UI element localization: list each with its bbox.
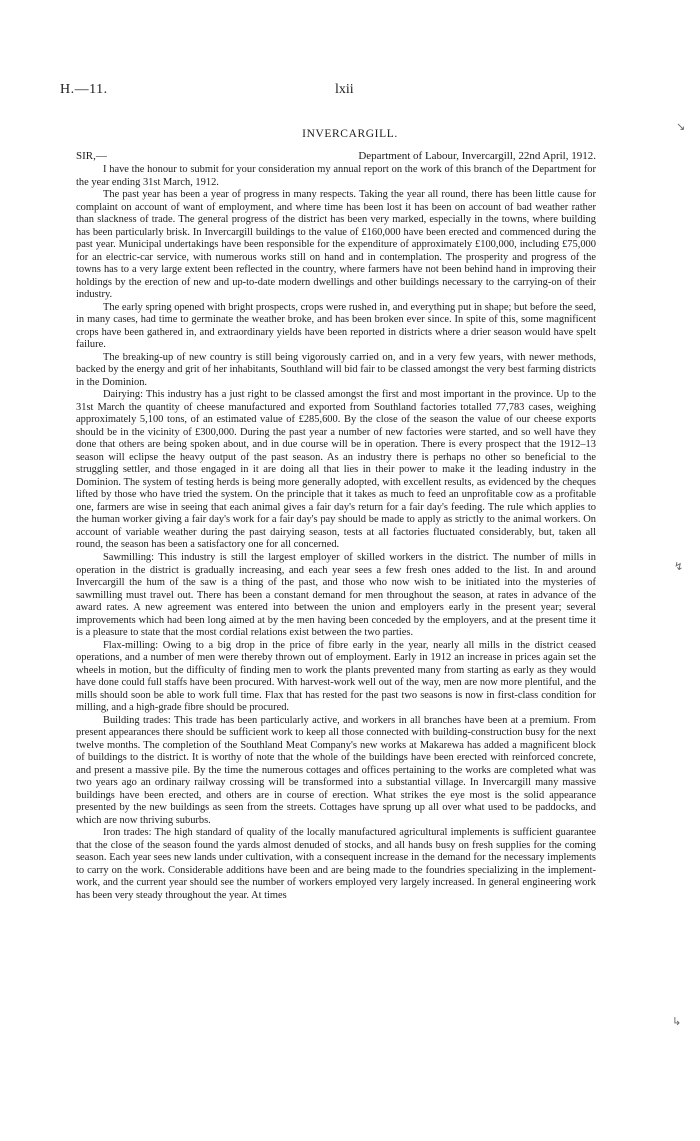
paragraph-new-country: The breaking-up of new country is still being vigorously carried on, and in a very few years, with newer methods, backed by the energy and grit of her inhabitants, Southland will bid fair to be classed amongst the very best farming districts in the Dominion. [76, 351, 596, 388]
paragraph-dairying: Dairying: This industry has a just right to be classed amongst the first and most important in the province. Up to the 31st March the quantity of cheese manufactured and exported from Southland factories totalled 77,783 cases, weighing approximately 5,100 tons, of an estimated value of £285,600. By the close of the season the value of our cheese exports should be in the vicinity of £300,000. During the past year a number of new factories were started, and so well have they done that others are being spoken about, and in due course will be in operation. There is every prospect that the 1912–13 season will eclipse the heavy output of the past season. As an industry there is perhaps no other so beneficial to the struggling settler, and those engaged in it are doing all that lies in their power to make it the leading industry in the Dominion. The system of testing herds is being more generally adopted, with excellent results, as evidenced by the cheques lifted by those who have tried the system. On the principle that it takes as much to feed an unprofitable cow as a profitable one, farmers are wise in seeing that each animal gives a fair day's return for a fair day's feeding. The rule which applies to the human worker giving a fair day's work for a fair day's pay should be made to apply as strictly to the animal workers. On account of variable weather during the past dairying season, tests at all factories fluctuated considerably, but, taken all round, the season has been a satisfactory one for all concerned. [76, 389, 596, 551]
parliamentary-paper-reference: H.—11. [60, 82, 108, 97]
dateline: Department of Labour, Invercargill, 22nd April, 1912. [358, 150, 596, 162]
paragraph-general-progress: The past year has been a year of progress in many respects. Taking the year all round, there has been little cause for complaint on account of want of employment, and where time has been lost it has been on account of bad weather rather than slackness of trade. The general progress of the district has been very marked, especially in the towns, where building has been particularly brisk. In Invercargill buildings to the value of £160,000 have been erected and commenced during the past year. Municipal undertakings have been responsible for the expenditure of approximately £100,000, including £75,000 for an electric-car service, with numerous works still on hand and in contemplation. The prosperity and progress of the towns has to a very large extent been reflected in the country, where farmers have not been behind hand in improving their holdings by the erection of new and up-to-date modern dwellings and other buildings necessary to the carrying-on of their industry. [76, 189, 596, 301]
salutation-row [76, 150, 596, 164]
salutation: SIR,— [76, 150, 107, 162]
margin-mark-top: ↘ [676, 120, 686, 133]
paragraph-flax-milling: Flax-milling: Owing to a big drop in the price of fibre early in the year, nearly all mills in the district ceased operations, and a number of men were thereby thrown out of employment. Early in 1912 an increase in prices again set the wheels in motion, but the difficulty of finding men to work the plants prevented many from starting as early as they would have done could full staffs have been procured. With harvest-work well out of the way, men are now more plentiful, and the mills should soon be able to work full time. Flax that has rested for the past two seasons is now in first-class condition for milling, and a high-grade fibre should be procured. [76, 639, 596, 714]
paragraph-sawmilling: Sawmilling: This industry is still the largest employer of skilled workers in the district. The number of mills in operation in the district is gradually increasing, and each year sees a few fresh ones added to the list. In and around Invercargill the hum of the saw is a thing of the past, and those who now wish to be initiated into the mysteries of sawmilling must travel out. There has been a constant demand for men throughout the season, at rates in advance of the award rates. A new agreement was entered into between the union and employers early in the present year; several improvements which had been long aimed at by the men having been conceded by the employers, and at the present time it is a pleasure to state that the most cordial relations exist between the two parties. [76, 551, 596, 639]
paragraph-building-trades: Building trades: This trade has been particularly active, and workers in all branches have been at a premium. From present appearances there should be sufficient work to keep all those connected with building-construction busy for the next twelve months. The completion of the Southland Meat Company's new works at Makarewa has added a magnificent block of buildings to the district. It is worthy of note that the whole of the buildings have been erected with reinforced concrete, and present a massive pile. By the time the numerous cottages and offices pertaining to the works are completed what was two years ago an ordinary railway crossing will be transformed into a substantial village. In Invercargill many massive buildings have been erected, and others are in course of erection. What strikes the eye most is the solid appearance presented by the new buildings as seen from the streets. Cottages have sprung up all over what used to be paddocks, and which are now thriving suburbs. [76, 714, 596, 826]
report-body [76, 164, 596, 902]
margin-mark-middle: ↯ [674, 560, 684, 573]
paragraph-iron-trades: Iron trades: The high standard of quality of the locally manufactured agricultural implements is sufficient guarantee that the close of the season found the yards almost denuded of stocks, and all hands busy on fresh supplies for the coming season. Each year sees new lands under cultivation, with a consequent increase in the demand for the necessary implements to carry on the work. Considerable additions have been and are being made to the foundries specializing in the implement-work, and the current year should see the number of workers employed very largely increased. In general engineering work has been very steady throughout the year. At times [76, 827, 596, 901]
report-title: INVERCARGILL. [302, 128, 398, 140]
margin-mark-lower: ↳ [672, 1015, 682, 1028]
paragraph-intro: I have the honour to submit for your consideration my annual report on the work of this branch of the Department for the year ending 31st March, 1912. [76, 164, 596, 188]
paragraph-spring-crops: The early spring opened with bright prospects, crops were rushed in, and everything put in shape; but before the seed, in many cases, had time to germinate the weather broke, and has been broken ever since. In spite of this, some magnificent crops have been gathered in, and extraordinary yields have been reported in districts where a drier season would have spelt failure. [76, 301, 596, 351]
page-number: lxii [335, 82, 354, 97]
